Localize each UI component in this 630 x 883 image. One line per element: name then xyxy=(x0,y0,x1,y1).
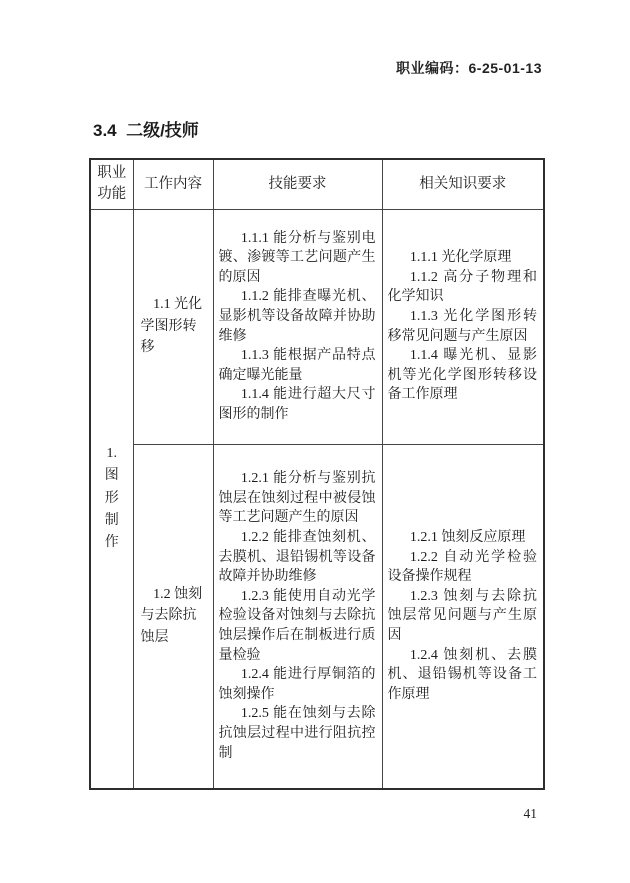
work-content-label: 1.2 蚀刻与去除抗蚀层 xyxy=(140,586,203,646)
col-header-occupational-function: 职业功能 xyxy=(90,159,133,209)
skill-item: 1.1.3 能根据产品特点确定曝光能量 xyxy=(218,348,376,383)
knowledge-item: 1.1.2 高分子物理和化学知识 xyxy=(387,269,537,305)
occupation-code: 职业编码：6-25-01-13 xyxy=(396,60,542,76)
page-number: 41 xyxy=(523,806,537,821)
table-row xyxy=(90,444,544,789)
skills-cell xyxy=(213,209,382,444)
knowledge-item: 1.2.4 蚀刻机、去膜机、退铅锡机等设备工作原理 xyxy=(387,647,537,702)
col-header-knowledge-requirements: 相关知识要求 xyxy=(382,159,544,209)
table-row xyxy=(90,209,544,444)
work-content-label: 1.1 光化学图形转移 xyxy=(140,296,203,356)
work-content-cell xyxy=(133,444,213,789)
skills-cell xyxy=(213,444,382,789)
knowledge-item: 1.1.1 光化学原理 xyxy=(409,250,512,266)
section-title: 3.4 二级/技师 xyxy=(93,121,199,140)
skill-item: 1.2.3 能使用自动光学检验设备对蚀刻与去除抗蚀层操作后在制板进行质量检验 xyxy=(218,588,376,663)
skill-item: 1.2.2 能排查蚀刻机、去膜机、退铅锡机等设备故障并协助维修 xyxy=(218,530,376,585)
skill-item: 1.2.1 能分析与鉴别抗蚀层在蚀刻过程中被侵蚀等工艺问题产生的原因 xyxy=(218,471,376,526)
knowledge-cell xyxy=(382,209,544,444)
skill-item: 1.2.5 能在蚀刻与去除抗蚀层过程中进行阻抗控制 xyxy=(218,706,376,761)
col-header-skill-requirements: 技能要求 xyxy=(213,159,382,209)
knowledge-item: 1.2.2 自动光学检验设备操作规程 xyxy=(387,549,537,585)
skill-item: 1.1.1 能分析与鉴别电镀、渗镀等工艺问题产生的原因 xyxy=(218,230,376,285)
knowledge-item: 1.2.1 蚀刻反应原理 xyxy=(409,530,526,546)
knowledge-item: 1.2.3 蚀刻与去除抗蚀层常见问题与产生原因 xyxy=(387,588,537,644)
work-content-cell xyxy=(133,209,213,444)
table-header-row xyxy=(90,159,544,209)
skill-item: 1.1.2 能排查曝光机、显影机等设备故障并协助维修 xyxy=(218,289,376,344)
function-cell xyxy=(90,209,133,789)
knowledge-item: 1.1.3 光化学图形转移常见问题与产生原因 xyxy=(387,308,537,344)
requirements-table xyxy=(89,158,545,790)
col-header-work-content: 工作内容 xyxy=(133,159,213,209)
knowledge-item: 1.1.4 曝光机、显影机等光化学图形转移设备工作原理 xyxy=(387,348,537,403)
function-vertical-label: 1. 图形制作 xyxy=(104,445,119,551)
skill-item: 1.1.4 能进行超大尺寸图形的制作 xyxy=(218,387,376,422)
skill-item: 1.2.4 能进行厚铜箔的蚀刻操作 xyxy=(218,667,376,702)
knowledge-cell xyxy=(382,444,544,789)
